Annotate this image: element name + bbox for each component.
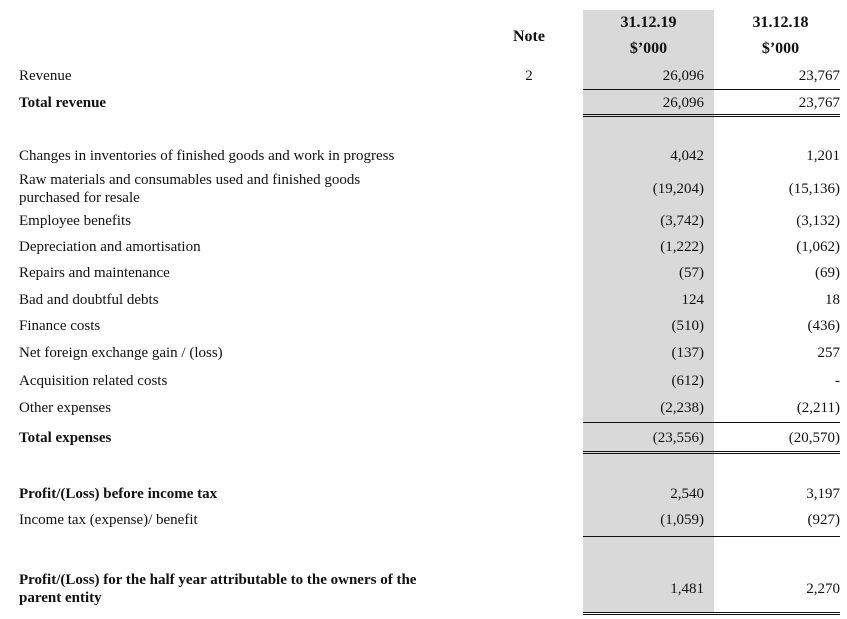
row-value-current-total-expenses: (23,556) (652, 430, 704, 446)
income-tax-rule (583, 536, 840, 537)
row-label-raw-materials-line1: Raw materials and consumables used and finished goods (19, 172, 361, 188)
row-label-profit-half-year-line1: Profit/(Loss) for the half year attributable to the owners of the (19, 572, 417, 588)
row-value-prior-fx-gain-loss: 257 (817, 345, 840, 361)
row-value-prior-employee-benefits: (3,132) (796, 213, 840, 229)
row-value-current-employee-benefits: (3,742) (660, 213, 704, 229)
row-value-current-raw-materials: (19,204) (652, 181, 704, 197)
row-value-prior-bad-debts: 18 (825, 292, 840, 308)
profit-total-double-rule (583, 612, 840, 615)
row-value-current-changes-in-inventories: 4,042 (670, 148, 704, 164)
row-label-depreciation: Depreciation and amortisation (19, 239, 201, 255)
expenses-total-double-rule (583, 451, 840, 454)
row-label-total-expenses: Total expenses (19, 430, 112, 446)
row-label-finance-costs: Finance costs (19, 318, 101, 334)
row-value-current-revenue: 26,096 (662, 68, 704, 84)
row-label-other-expenses: Other expenses (19, 400, 112, 416)
row-label-revenue: Revenue (19, 68, 72, 84)
row-value-prior-revenue: 23,767 (798, 68, 840, 84)
row-label-employee-benefits: Employee benefits (19, 213, 132, 229)
row-value-current-profit-half-year: 1,481 (670, 581, 704, 597)
row-value-prior-profit-before-tax: 3,197 (806, 486, 840, 502)
row-label-profit-half-year-line2: parent entity (19, 590, 102, 606)
col2-date-header: 31.12.18 (752, 14, 809, 31)
row-label-changes-in-inventories: Changes in inventories of finished goods and work in progress (19, 148, 395, 164)
row-value-current-depreciation: (1,222) (660, 239, 704, 255)
row-value-current-total-revenue: 26,096 (662, 95, 704, 111)
row-value-prior-acquisition-costs: - (835, 373, 840, 389)
row-value-prior-changes-in-inventories: 1,201 (806, 148, 840, 164)
row-label-acquisition-costs: Acquisition related costs (19, 373, 168, 389)
row-value-prior-finance-costs: (436) (807, 318, 840, 334)
row-label-repairs: Repairs and maintenance (19, 265, 170, 281)
revenue-total-double-rule (583, 114, 840, 117)
row-value-current-income-tax: (1,059) (660, 512, 704, 528)
row-label-profit-before-tax: Profit/(Loss) before income tax (19, 486, 218, 502)
row-value-current-fx-gain-loss: (137) (671, 345, 704, 361)
row-value-current-repairs: (57) (679, 265, 704, 281)
row-value-prior-raw-materials: (15,136) (788, 181, 840, 197)
row-note-revenue: 2 (525, 68, 533, 84)
row-value-prior-total-expenses: (20,570) (788, 430, 840, 446)
row-value-current-finance-costs: (510) (671, 318, 704, 334)
row-value-prior-profit-half-year: 2,270 (806, 581, 840, 597)
row-value-prior-income-tax: (927) (807, 512, 840, 528)
row-value-current-other-expenses: (2,238) (660, 400, 704, 416)
row-value-prior-repairs: (69) (815, 265, 840, 281)
expenses-subtotal-rule (583, 422, 840, 423)
note-column-header: Note (513, 28, 545, 45)
row-value-prior-other-expenses: (2,211) (796, 400, 840, 416)
row-value-current-profit-before-tax: 2,540 (670, 486, 704, 502)
col1-unit-header: $’000 (629, 40, 668, 57)
row-label-bad-debts: Bad and doubtful debts (19, 292, 159, 308)
row-value-prior-depreciation: (1,062) (796, 239, 840, 255)
row-value-current-bad-debts: 124 (681, 292, 704, 308)
col2-unit-header: $’000 (761, 40, 800, 57)
row-label-total-revenue: Total revenue (19, 95, 107, 111)
row-label-raw-materials-line2: purchased for resale (19, 190, 140, 206)
row-value-current-acquisition-costs: (612) (671, 373, 704, 389)
row-value-prior-total-revenue: 23,767 (798, 95, 840, 111)
row-label-fx-gain-loss: Net foreign exchange gain / (loss) (19, 345, 223, 361)
col1-date-header: 31.12.19 (620, 14, 677, 31)
row-label-income-tax: Income tax (expense)/ benefit (19, 512, 198, 528)
revenue-subtotal-rule (583, 89, 840, 90)
